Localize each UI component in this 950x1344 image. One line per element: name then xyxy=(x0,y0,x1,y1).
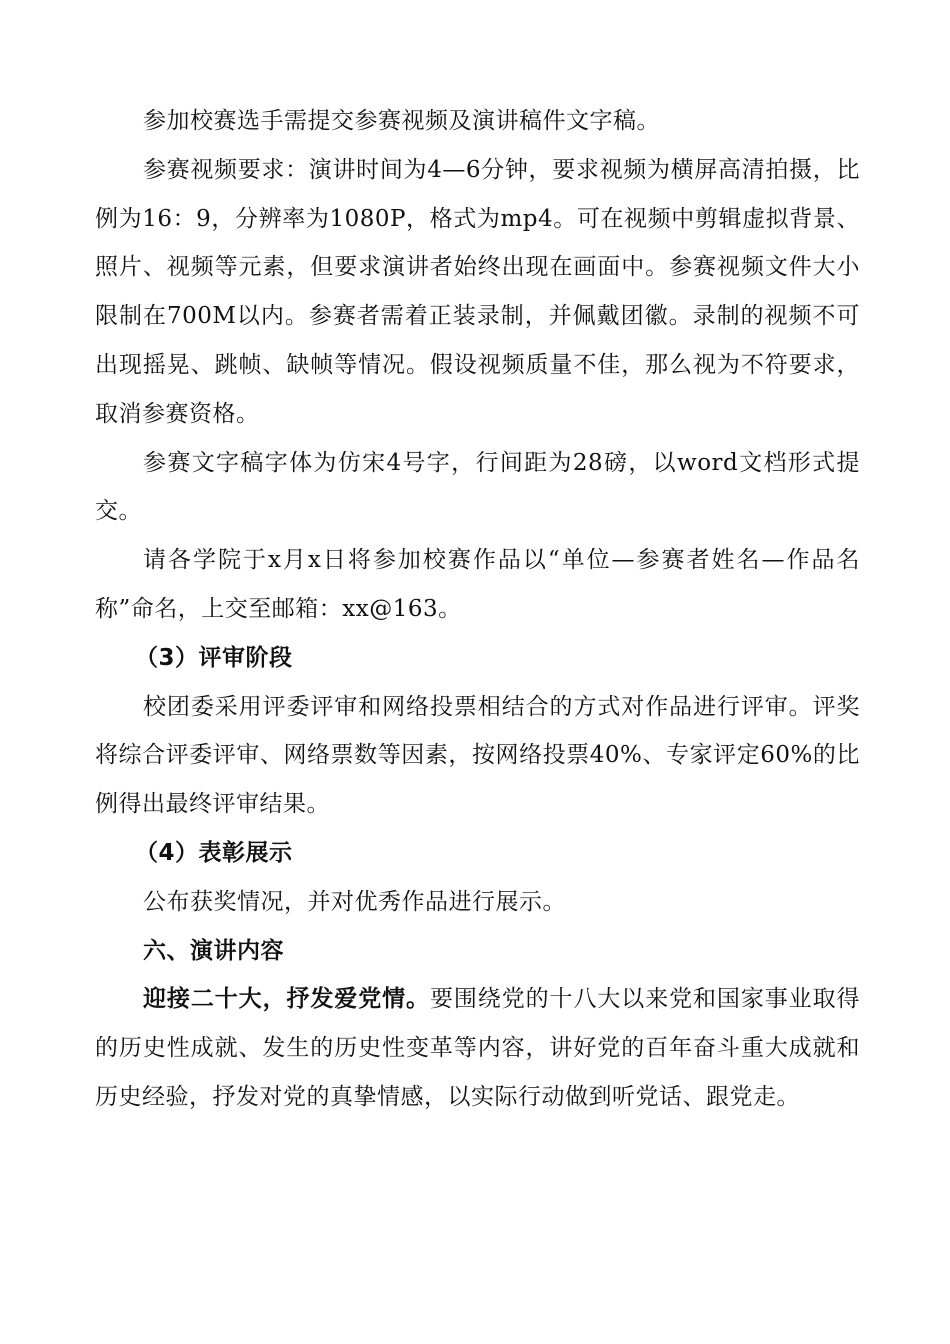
heading-speech-content: 六、演讲内容 xyxy=(143,937,284,964)
paragraph-speech-content xyxy=(95,975,860,1121)
paragraph-review: 校团委采用评委评审和网络投票相结合的方式对作品进行评审。评奖将综合评委评审、网络票数等因素，按网络投票40%、专家评定60%的比例得出最终评审结果。 xyxy=(95,693,860,818)
speech-theme-body: 要围绕党的十八大以来党和国家事业取得的历史性成就、发生的历史性变革等内容，讲好党的百年奋斗重大成就和历史经验，抒发对党的真挚情感，以实际行动做到听党话、跟党走。 xyxy=(95,986,861,1110)
paragraph-award: 公布获奖情况，并对优秀作品进行展示。 xyxy=(143,888,566,915)
heading-award-stage: （4）表彰展示 xyxy=(135,839,293,866)
heading-review-stage: （3）评审阶段 xyxy=(135,644,293,671)
paragraph-submission: 参加校赛选手需提交参赛视频及演讲稿件文字稿。 xyxy=(143,108,660,134)
paragraph-deadline: 请各学院于x月x日将参加校赛作品以“单位—参赛者姓名—作品名称”命名，上交至邮箱：xx@163。 xyxy=(95,547,860,622)
speech-theme-lead: 迎接二十大，抒发爱党情。 xyxy=(143,986,430,1013)
paragraph-text-requirements: 参赛文字稿字体为仿宋4号字，行间距为28磅，以word文档形式提交。 xyxy=(95,449,860,525)
paragraph-video-requirements: 参赛视频要求：演讲时间为4—6分钟，要求视频为横屏高清拍摄，比例为16：9，分辨率为1080P，格式为mp4。可在视频中剪辑虚拟背景、照片、视频等元素，但要求演讲者始终出现在画面中。参赛视频文件大小限制在700M以内。参赛者需着正装录制，并佩戴团徽。录制的视频不可出现摇晃、跳帧、缺帧等情况。假设视频质量不佳，那么视为不符要求，取消参赛资格。 xyxy=(95,156,860,427)
document-page xyxy=(95,97,860,1122)
